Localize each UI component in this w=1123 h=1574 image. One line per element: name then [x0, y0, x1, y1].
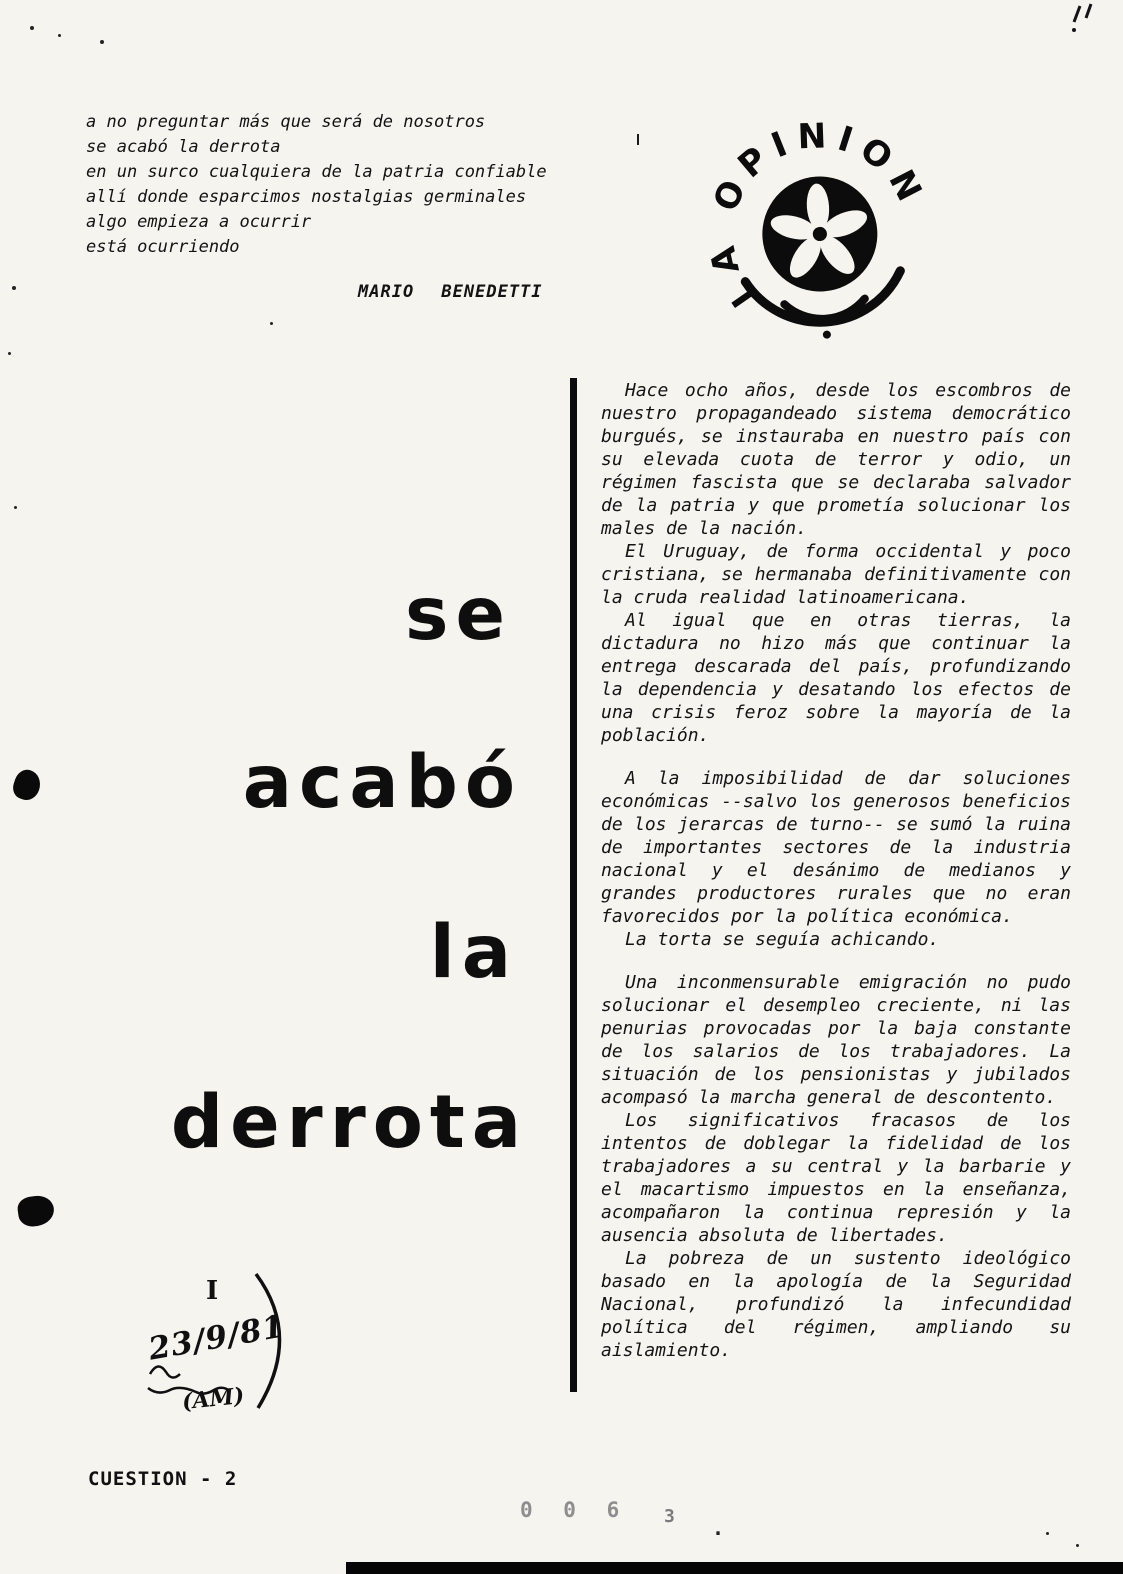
stamp-edge-curve-icon: [246, 1268, 306, 1418]
dust-speck: [12, 286, 16, 290]
dust-speck: [30, 26, 34, 30]
poem-line: allí donde esparcimos nostalgias germinales: [86, 187, 527, 207]
dust-speck: [8, 352, 11, 355]
faint-dot-mark: .: [712, 1516, 725, 1540]
la-opinion-stamp: [696, 112, 944, 360]
poem-line: a no preguntar más que será de nosotros: [86, 112, 486, 132]
headline-word-se: se: [405, 572, 512, 657]
headline-word-la: la: [429, 910, 518, 995]
article-paragraph: La torta se seguía achicando.: [625, 929, 940, 950]
ink-blob: [10, 767, 44, 804]
date-stamp-top-mark: I: [206, 1276, 219, 1306]
date-stamp-note: (AM): [180, 1382, 246, 1416]
headline-word-derrota: derrota: [170, 1080, 528, 1165]
article-paragraph: Al igual que en otras tierras, la dictadura no hizo más que continuar la entrega descarada del país, profundizando la dependencia y desatando los efectos de una crisis feroz sobre la mayoría de la población.: [601, 610, 1071, 746]
date-stamp: [146, 1274, 316, 1434]
column-rule: [570, 378, 577, 1392]
article-paragraph: Hace ocho años, desde los escombros de nuestro propagandeado sistema democrático burgués, se instauraba en nuestro país con su elevada cuota de terror y odio, un régimen fascista que se declaraba salvador de la patria y que prometía solucionar los males de la nación.: [601, 380, 1071, 539]
poem-author: MARIO BENEDETTI: [358, 282, 543, 302]
poem-line: en un surco cualquiera de la patria confiable: [86, 162, 547, 182]
corner-pen-mark-icon: [1050, 2, 1100, 38]
stray-tick-mark: [637, 134, 639, 145]
faint-page-mark: 0 0 6: [520, 1498, 629, 1522]
publication-footer: CUESTION - 2: [88, 1468, 238, 1490]
headline-word-acabo: acabó: [242, 740, 522, 825]
ink-blob: [16, 1194, 56, 1229]
article-paragraph: Una inconmensurable emigración no pudo solucionar el desempleo creciente, ni las penurias provocadas por la baja constante de los salarios de los trabajadores. La situación de los pensionistas y jubilados acompasó la marcha general de descontento.: [601, 972, 1071, 1108]
poem-line: algo empieza a ocurrir: [86, 212, 312, 232]
poem-line: está ocurriendo: [86, 237, 240, 257]
dust-speck: [1046, 1532, 1049, 1535]
article-column: [601, 379, 1071, 1362]
dust-speck: [270, 322, 273, 325]
article-paragraph: A la imposibilidad de dar soluciones económicas --salvo los generosos beneficios de los jerarcas de turno-- se sumó la ruina de importantes sectores de la industria nacional y el desánimo de medianos y grandes productores rurales que no eran favorecidos por la política económica.: [601, 768, 1071, 927]
dust-speck: [100, 40, 104, 44]
article-paragraph: El Uruguay, de forma occidental y poco cristiana, se hermanaba definitivamente con la cruda realidad latinoamericana.: [601, 541, 1071, 608]
headline: [100, 0, 528, 1300]
dust-speck: [14, 506, 17, 509]
date-stamp-date: 23/9/81: [145, 1308, 288, 1368]
dust-speck: [1076, 1544, 1079, 1547]
stamp-text: LA OPINION: [701, 116, 934, 315]
article-paragraph: Los significativos fracasos de los intentos de doblegar la fidelidad de los trabajadores a su central y la barbarie y el macartismo impuestos en la enseñanza, acompañaron la continua represión y la ausencia absoluta de libertades.: [601, 1110, 1071, 1246]
poem-line: se acabó la derrota: [86, 137, 281, 157]
article-paragraph: La pobreza de un sustento ideológico basado en la apología de la Seguridad Nacional, profundizó la infecundidad política del régimen, ampliando su aislamiento.: [601, 1248, 1071, 1361]
dust-speck: [58, 34, 61, 37]
faint-page-mark-2: 3: [664, 1506, 675, 1527]
scan-bottom-bar: [346, 1562, 1123, 1574]
stamp-dot: [823, 330, 832, 339]
